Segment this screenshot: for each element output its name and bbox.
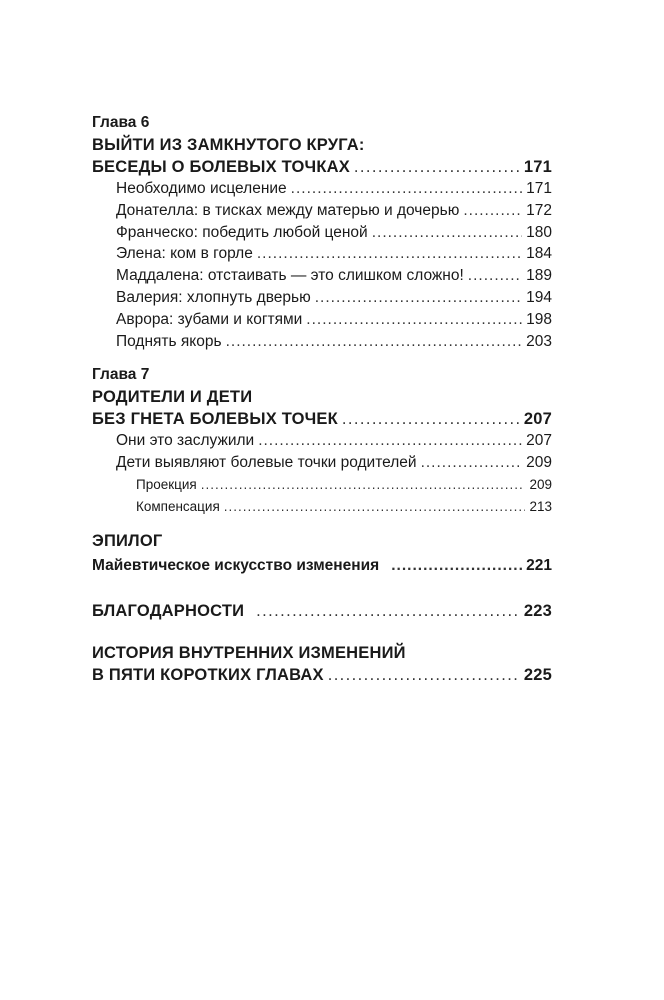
- history-section: [92, 642, 552, 686]
- chapter-6-title-line1: ВЫЙТИ ИЗ ЗАМКНУТОГО КРУГА:: [92, 136, 365, 154]
- toc-entry: [92, 331, 552, 353]
- history-title-line1: ИСТОРИЯ ВНУТРЕННИХ ИЗМЕНЕНИЙ: [92, 643, 406, 662]
- history-title-line2: В ПЯТИ КОРОТКИХ ГЛАВАХ: [92, 665, 324, 684]
- toc-subentry: [92, 474, 552, 496]
- leader-dots: [226, 331, 523, 353]
- leader-dots: [224, 496, 526, 518]
- entry-page: 194: [526, 288, 552, 306]
- leader-dots: [258, 430, 522, 452]
- entry-page: 189: [526, 267, 552, 285]
- subentry-title: Проекция: [136, 476, 197, 492]
- toc-subentry: [92, 496, 552, 518]
- chapter-6-page: 171: [523, 158, 552, 176]
- entry-title: Они это заслужили: [116, 432, 255, 450]
- chapter-7-page: 207: [523, 410, 552, 429]
- toc-entry: [92, 243, 552, 265]
- chapter-7-section: [92, 364, 552, 517]
- epilogue-subtitle: Майевтическое искусство изменения: [92, 556, 380, 574]
- chapter-6-title-line2: БЕСЕДЫ О БОЛЕВЫХ ТОЧКАХ: [92, 158, 350, 176]
- entry-page: 207: [526, 432, 552, 450]
- subentry-title: Компенсация: [136, 498, 220, 514]
- leader-dots: [256, 600, 520, 622]
- toc-entry: [92, 287, 552, 309]
- acknowledgements-section: [92, 600, 552, 622]
- entry-title: Аврора: зубами и когтями: [116, 310, 303, 328]
- epilogue-title: ЭПИЛОГ: [92, 531, 163, 550]
- chapter-6-title-entry: [92, 156, 552, 178]
- acknowledgements-entry: [92, 600, 552, 622]
- subentry-page: 209: [529, 476, 552, 492]
- chapter-7-title-entry: [92, 408, 552, 430]
- entry-page: 203: [526, 332, 552, 350]
- epilogue-section: [92, 530, 552, 580]
- leader-dots: [391, 552, 522, 580]
- toc-entry: [92, 222, 552, 244]
- entry-page: 184: [526, 245, 552, 263]
- leader-dots: [342, 408, 520, 430]
- leader-dots: [257, 243, 522, 265]
- leader-dots: [328, 664, 520, 686]
- entry-page: 180: [526, 223, 552, 241]
- leader-dots: [306, 309, 522, 331]
- entry-title: Маддалена: отстаивать — это слишком сложно!: [116, 267, 464, 285]
- leader-dots: [315, 287, 522, 309]
- entry-page: 172: [526, 201, 552, 219]
- toc-entry: [92, 200, 552, 222]
- entry-page: 171: [526, 180, 552, 197]
- toc-entry: [92, 452, 552, 474]
- toc-entry: [92, 309, 552, 331]
- epilogue-entry: [92, 552, 552, 580]
- history-entry: [92, 664, 552, 686]
- entry-title: Поднять якорь: [116, 332, 222, 350]
- chapter-6-label: Глава 6: [92, 114, 150, 131]
- entry-page: 209: [526, 454, 552, 472]
- subentry-page: 213: [529, 498, 552, 514]
- leader-dots: [421, 452, 523, 474]
- chapter-7-title-line1: РОДИТЕЛИ И ДЕТИ: [92, 388, 253, 407]
- chapter-7-title-line2: БЕЗ ГНЕТА БОЛЕВЫХ ТОЧЕК: [92, 410, 338, 429]
- leader-dots: [354, 156, 520, 178]
- leader-dots: [201, 474, 526, 496]
- entry-title: Донателла: в тисках между матерью и дочерью: [116, 201, 460, 219]
- entry-title: Необходимо исцеление: [116, 180, 287, 197]
- history-page: 225: [523, 665, 552, 684]
- chapter-6-section: [92, 112, 552, 352]
- acknowledgements-title: БЛАГОДАРНОСТИ: [92, 601, 245, 620]
- acknowledgements-page: 223: [523, 601, 552, 620]
- table-of-contents: [92, 112, 552, 686]
- entry-title: Валерия: хлопнуть дверью: [116, 288, 311, 306]
- leader-dots: [372, 222, 522, 244]
- toc-entry: [92, 430, 552, 452]
- leader-dots: [463, 200, 522, 222]
- toc-entry: [92, 178, 552, 200]
- entry-page: 198: [526, 310, 552, 328]
- leader-dots: [468, 265, 522, 287]
- entry-title: Франческо: победить любой ценой: [116, 223, 368, 241]
- entry-title: Элена: ком в горле: [116, 245, 253, 263]
- toc-entry: [92, 265, 552, 287]
- chapter-7-label: Глава 7: [92, 366, 150, 384]
- entry-title: Дети выявляют болевые точки родителей: [116, 454, 417, 472]
- leader-dots: [291, 178, 522, 200]
- epilogue-page: 221: [526, 556, 552, 574]
